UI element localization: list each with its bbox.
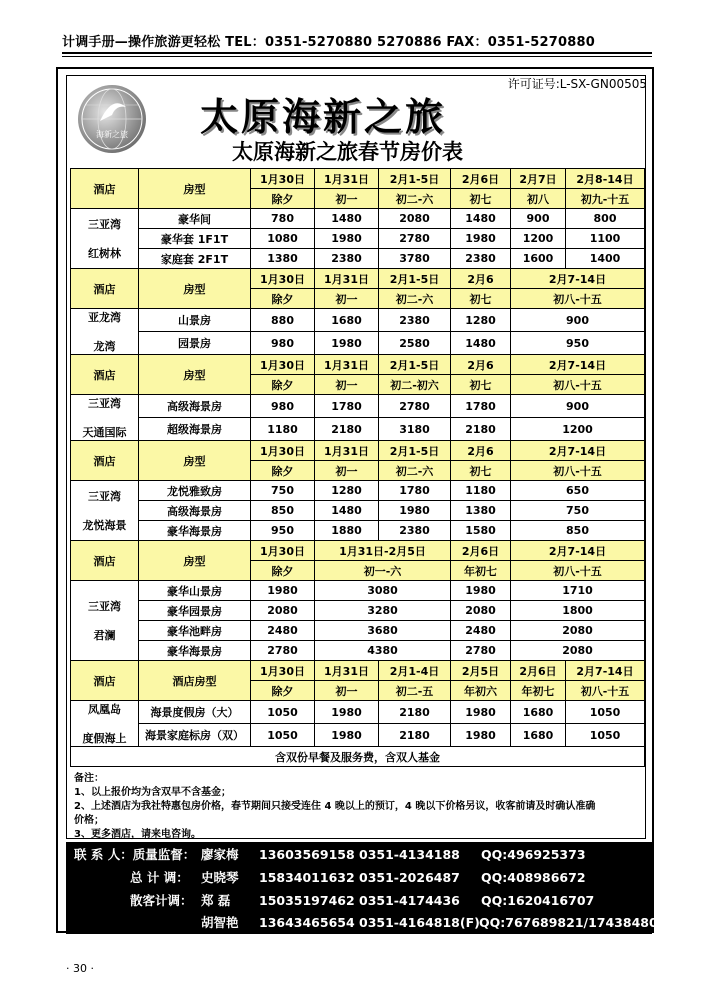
table-row: [71, 747, 645, 767]
hotel-name-line: 凤凰岛: [88, 703, 121, 716]
price-cell: 1050: [251, 701, 315, 724]
hotel-header: 酒店: [71, 269, 139, 309]
notes-block: [74, 772, 644, 842]
price-cell: 1780: [315, 395, 379, 418]
date-cell: 1月30日: [251, 661, 315, 681]
day-cell: 初八-十五: [566, 681, 645, 701]
day-cell: 初九-十五: [566, 189, 645, 209]
hotel-name-cell: [71, 481, 139, 541]
price-cell: 2780: [451, 641, 511, 661]
price-cell: 1200: [511, 229, 566, 249]
price-cell: 780: [251, 209, 315, 229]
table-row: [71, 332, 645, 355]
price-cell: 1480: [451, 209, 511, 229]
table-row: [71, 581, 645, 601]
section-3-date-row: [71, 355, 645, 375]
contact-tel: 0351-4134188: [359, 847, 460, 862]
price-cell: 900: [511, 395, 645, 418]
section-6-date-row: [71, 661, 645, 681]
price-cell: 1400: [566, 249, 645, 269]
hotel-name-line: 三亚湾: [88, 600, 121, 613]
day-cell: 初二-六: [379, 289, 451, 309]
day-cell: 初一-六: [315, 561, 451, 581]
contact-name: 胡智艳: [201, 915, 239, 930]
room-type-cell: 高级海景房: [139, 501, 251, 521]
day-cell: 初二-初六: [379, 375, 451, 395]
price-cell: 850: [511, 521, 645, 541]
hotel-name-cell: [71, 309, 139, 355]
hotel-name-line: 三亚湾: [88, 490, 121, 503]
price-cell: 4380: [315, 641, 451, 661]
price-cell: 1480: [315, 209, 379, 229]
hotel-name-line: 君澜: [93, 629, 116, 642]
date-cell: 2月6: [451, 441, 511, 461]
table-row: [71, 309, 645, 332]
price-cell: 2780: [379, 395, 451, 418]
contact-row: [130, 867, 586, 889]
hotel-name-line: 龙悦海景: [82, 519, 127, 532]
date-cell: 1月30日: [251, 441, 315, 461]
price-cell: 1980: [451, 229, 511, 249]
day-cell: 初一: [315, 681, 379, 701]
hotel-name-cell: [71, 701, 139, 747]
day-cell: 初一: [315, 189, 379, 209]
price-cell: 900: [511, 309, 645, 332]
room-header: 房型: [139, 541, 251, 581]
price-cell: 3080: [315, 581, 451, 601]
price-cell: 1880: [315, 521, 379, 541]
price-cell: 1980: [379, 501, 451, 521]
price-cell: 1180: [251, 418, 315, 441]
day-cell: 初一: [315, 289, 379, 309]
price-cell: 1680: [511, 701, 566, 724]
price-cell: 2080: [511, 621, 645, 641]
contact-tel: 0351-2026487: [359, 870, 460, 885]
date-cell: 1月31日-2月5日: [315, 541, 451, 561]
price-cell: 1980: [451, 701, 511, 724]
page-title: 太原海新之旅: [200, 94, 447, 139]
price-cell: 850: [251, 501, 315, 521]
table-row: [71, 395, 645, 418]
contact-name: 郑 磊: [201, 893, 231, 908]
room-type-cell: 豪华海景房: [139, 521, 251, 541]
table-row: [71, 481, 645, 501]
price-cell: 750: [511, 501, 645, 521]
price-cell: 2080: [251, 601, 315, 621]
price-cell: 1050: [566, 724, 645, 747]
contact-name: 史晓琴: [201, 870, 239, 885]
day-cell: 初二-五: [379, 681, 451, 701]
notes-line: 2、上述酒店为我社特惠包房价格，春节期间只接受连住 4 晚以上的预订，4 晚以下价格另议，收客前请及时确认准确: [74, 801, 596, 812]
room-type-cell: 龙悦雅致房: [139, 481, 251, 501]
room-type-cell: 豪华园景房: [139, 601, 251, 621]
day-cell: 初二-六: [379, 189, 451, 209]
contact-tel: 0351-4164818(F): [359, 915, 480, 930]
date-cell: 2月6日: [451, 541, 511, 561]
date-cell: 2月1-5日: [379, 169, 451, 189]
price-cell: 1380: [451, 501, 511, 521]
room-header: 房型: [139, 441, 251, 481]
date-cell: 2月7-14日: [566, 661, 645, 681]
hotel-name-line: 天通国际: [82, 426, 127, 439]
price-cell: 2180: [379, 724, 451, 747]
globe-icon: [78, 85, 146, 153]
price-cell: 800: [566, 209, 645, 229]
price-cell: 3280: [315, 601, 451, 621]
price-cell: 1480: [315, 501, 379, 521]
day-cell: 除夕: [251, 461, 315, 481]
contact-block: [66, 842, 676, 934]
room-type-cell: 海景家庭标房（双）: [139, 724, 251, 747]
page-number: · 30 ·: [66, 962, 94, 975]
price-cell: 1980: [451, 724, 511, 747]
price-cell: 3680: [315, 621, 451, 641]
day-cell: 除夕: [251, 189, 315, 209]
price-cell: 900: [511, 209, 566, 229]
room-type-cell: 豪华海景房: [139, 641, 251, 661]
price-cell: 1180: [451, 481, 511, 501]
date-cell: 1月31日: [315, 441, 379, 461]
price-cell: 2780: [251, 641, 315, 661]
price-cell: 2380: [315, 249, 379, 269]
price-cell: 2180: [451, 418, 511, 441]
contact-qq: QQ:767689821/1743848091: [479, 915, 676, 930]
table-row: [71, 621, 645, 641]
page-subtitle: 太原海新之旅春节房价表: [232, 139, 463, 164]
footnote-cell: 含双份早餐及服务费，含双人基金: [71, 747, 645, 767]
price-cell: 3780: [379, 249, 451, 269]
price-cell: 2080: [511, 641, 645, 661]
price-cell: 1380: [251, 249, 315, 269]
price-cell: 2180: [379, 701, 451, 724]
date-cell: 1月30日: [251, 541, 315, 561]
hotel-header: 酒店: [71, 355, 139, 395]
price-cell: 2080: [451, 601, 511, 621]
hotel-name-line: 亚龙湾: [88, 311, 121, 324]
price-cell: 1780: [451, 395, 511, 418]
contact-row: [201, 912, 675, 934]
hotel-name-cell: [71, 395, 139, 441]
price-cell: 1480: [451, 332, 511, 355]
price-cell: 1780: [379, 481, 451, 501]
day-cell: 初七: [451, 189, 511, 209]
date-cell: 1月31日: [315, 269, 379, 289]
price-cell: 1100: [566, 229, 645, 249]
price-cell: 1600: [511, 249, 566, 269]
notes-line: 3、更多酒店，请来电咨询。: [74, 829, 201, 840]
table-row: [71, 229, 645, 249]
table-row: [71, 701, 645, 724]
date-cell: 1月31日: [315, 355, 379, 375]
contact-name: 廖家梅: [201, 847, 239, 862]
price-cell: 1200: [511, 418, 645, 441]
date-cell: 2月6: [451, 269, 511, 289]
price-cell: 650: [511, 481, 645, 501]
table-row: [71, 601, 645, 621]
day-cell: 年初七: [511, 681, 566, 701]
day-cell: 除夕: [251, 681, 315, 701]
price-cell: 1980: [315, 332, 379, 355]
room-type-cell: 高级海景房: [139, 395, 251, 418]
price-cell: 1050: [251, 724, 315, 747]
room-type-cell: 家庭套 2F1T: [139, 249, 251, 269]
room-type-cell: 山景房: [139, 309, 251, 332]
date-cell: 2月6日: [451, 169, 511, 189]
header-rule-thin: [62, 56, 652, 57]
contact-role: 联 系 人：质量监督：: [74, 847, 196, 862]
table-row: [71, 418, 645, 441]
company-logo-icon: [78, 85, 146, 153]
day-cell: 年初六: [451, 681, 511, 701]
contact-qq: QQ:1620416707: [481, 893, 595, 908]
day-cell: 除夕: [251, 561, 315, 581]
day-cell: 初七: [451, 461, 511, 481]
date-cell: 2月6日: [511, 661, 566, 681]
price-cell: 980: [251, 332, 315, 355]
price-cell: 950: [251, 521, 315, 541]
price-cell: 1710: [511, 581, 645, 601]
day-cell: 年初七: [451, 561, 511, 581]
room-header: 房型: [139, 355, 251, 395]
contact-role: 散客计调：: [130, 893, 193, 908]
room-type-cell: 园景房: [139, 332, 251, 355]
day-cell: 初八-十五: [511, 561, 645, 581]
room-header: 酒店房型: [139, 661, 251, 701]
date-cell: 1月31日: [315, 169, 379, 189]
hotel-header: 酒店: [71, 661, 139, 701]
price-cell: 1980: [251, 581, 315, 601]
price-cell: 2780: [379, 229, 451, 249]
price-cell: 2580: [379, 332, 451, 355]
price-cell: 980: [251, 395, 315, 418]
date-cell: 2月7日: [511, 169, 566, 189]
room-header: 房型: [139, 169, 251, 209]
date-cell: 2月8-14日: [566, 169, 645, 189]
date-cell: 2月6: [451, 355, 511, 375]
hotel-name-line: 红树林: [88, 247, 121, 260]
hotel-name-line: 三亚湾: [88, 218, 121, 231]
date-cell: 2月1-5日: [379, 355, 451, 375]
contact-tel: 0351-4174436: [359, 893, 460, 908]
price-cell: 1050: [566, 701, 645, 724]
room-type-cell: 海景度假房（大）: [139, 701, 251, 724]
contact-qq: QQ:408986672: [481, 870, 586, 885]
price-cell: 1580: [451, 521, 511, 541]
day-cell: 除夕: [251, 375, 315, 395]
section-2-date-row: [71, 269, 645, 289]
day-cell: 初七: [451, 289, 511, 309]
hotel-header: 酒店: [71, 169, 139, 209]
price-cell: 1980: [315, 701, 379, 724]
contact-mobile: 15035197462: [259, 893, 355, 908]
room-type-cell: 豪华套 1F1T: [139, 229, 251, 249]
contact-mobile: 13643465654: [259, 915, 355, 930]
date-cell: 2月1-5日: [379, 441, 451, 461]
contact-qq: QQ:496925373: [481, 847, 586, 862]
page-header: 计调手册—操作旅游更轻松 TEL：0351-5270880 5270886 FAX：0351-5270880: [62, 35, 595, 50]
price-cell: 1080: [251, 229, 315, 249]
table-row: [71, 501, 645, 521]
section-5-date-row: [71, 541, 645, 561]
price-cell: 3180: [379, 418, 451, 441]
table-row: [71, 209, 645, 229]
price-cell: 2480: [451, 621, 511, 641]
table-row: [71, 249, 645, 269]
price-cell: 1800: [511, 601, 645, 621]
notes-line: 1、以上报价均为含双早不含基金；: [74, 787, 231, 798]
date-cell: 2月1-4日: [379, 661, 451, 681]
license-number: 许可证号:L-SX-GN00505: [507, 77, 647, 91]
date-cell: 2月5日: [451, 661, 511, 681]
date-cell: 1月30日: [251, 269, 315, 289]
table-row: [71, 641, 645, 661]
price-cell: 950: [511, 332, 645, 355]
date-cell: 1月30日: [251, 169, 315, 189]
price-cell: 2080: [379, 209, 451, 229]
price-cell: 1980: [315, 229, 379, 249]
day-cell: 初八: [511, 189, 566, 209]
price-cell: 1980: [451, 581, 511, 601]
price-cell: 2380: [379, 521, 451, 541]
day-cell: 初一: [315, 375, 379, 395]
room-type-cell: 豪华间: [139, 209, 251, 229]
price-cell: 2380: [451, 249, 511, 269]
hotel-header: 酒店: [71, 541, 139, 581]
logo-text: 海新之旅: [96, 130, 128, 139]
price-cell: 1280: [315, 481, 379, 501]
room-header: 房型: [139, 269, 251, 309]
hotel-name-cell: [71, 581, 139, 661]
room-type-cell: 豪华池畔房: [139, 621, 251, 641]
price-cell: 2380: [379, 309, 451, 332]
date-cell: 2月7-14日: [511, 541, 645, 561]
price-cell: 880: [251, 309, 315, 332]
price-table: [70, 168, 645, 767]
day-cell: 初八-十五: [511, 375, 645, 395]
room-type-cell: 豪华山景房: [139, 581, 251, 601]
day-cell: 初二-六: [379, 461, 451, 481]
contact-role: 总 计 调：: [130, 870, 189, 885]
price-cell: 2480: [251, 621, 315, 641]
price-cell: 1280: [451, 309, 511, 332]
price-cell: 2180: [315, 418, 379, 441]
date-cell: 2月7-14日: [511, 355, 645, 375]
notes-line: 备注：: [74, 773, 104, 784]
date-cell: 2月7-14日: [511, 441, 645, 461]
section-1-date-row: [71, 169, 645, 189]
contact-row: [74, 844, 586, 866]
day-cell: 初八-十五: [511, 461, 645, 481]
hotel-name-cell: [71, 209, 139, 269]
hotel-name-line: 三亚湾: [88, 397, 121, 410]
contact-mobile: 15834011632: [259, 870, 355, 885]
hotel-header: 酒店: [71, 441, 139, 481]
day-cell: 初一: [315, 461, 379, 481]
section-4-date-row: [71, 441, 645, 461]
table-row: [71, 724, 645, 747]
contact-mobile: 13603569158: [259, 847, 355, 862]
day-cell: 除夕: [251, 289, 315, 309]
table-row: [71, 521, 645, 541]
date-cell: 2月7-14日: [511, 269, 645, 289]
date-cell: 1月31日: [315, 661, 379, 681]
day-cell: 初八-十五: [511, 289, 645, 309]
header-rule: [62, 52, 652, 54]
price-cell: 1680: [511, 724, 566, 747]
price-cell: 1980: [315, 724, 379, 747]
room-type-cell: 超级海景房: [139, 418, 251, 441]
price-cell: 750: [251, 481, 315, 501]
date-cell: 1月30日: [251, 355, 315, 375]
hotel-name-line: 度假海上: [82, 732, 127, 745]
hotel-name-line: 龙湾: [93, 340, 116, 353]
day-cell: 初七: [451, 375, 511, 395]
contact-row: [130, 890, 594, 912]
price-cell: 1680: [315, 309, 379, 332]
date-cell: 2月1-5日: [379, 269, 451, 289]
notes-line: 价格；: [74, 815, 104, 826]
